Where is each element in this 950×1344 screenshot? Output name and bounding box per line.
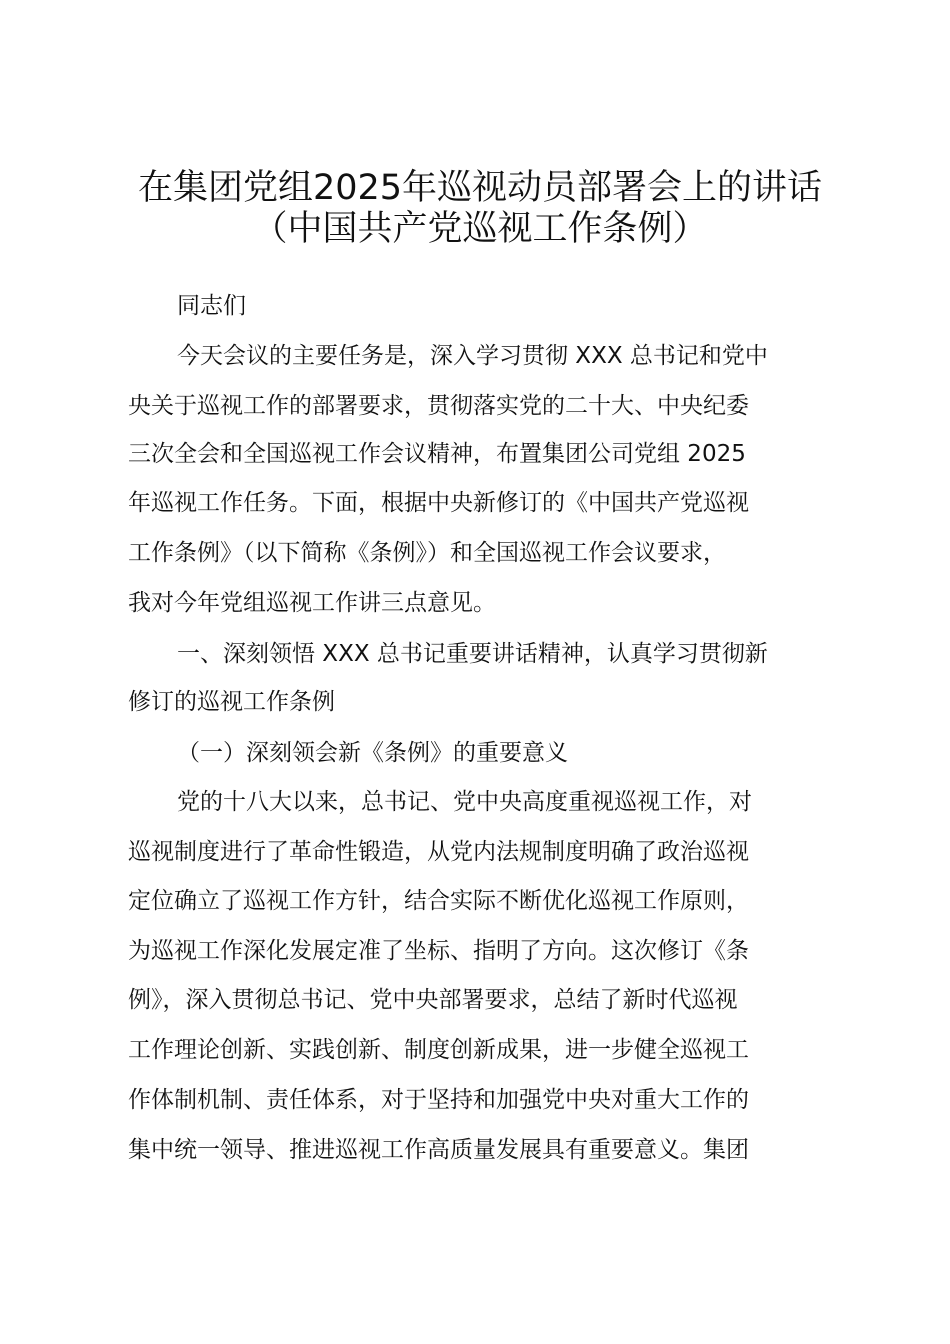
paragraph-line: 集中统一领导、推进巡视工作高质量发展具有重要意义。集团 [128,1137,749,1163]
paragraph-line: 定位确立了巡视工作方针，结合实际不断优化巡视工作原则， [128,888,749,914]
paragraph-line: 央关于巡视工作的部署要求，贯彻落实党的二十大、中央纪委 [128,393,749,419]
document-subtitle: （中国共产党巡视工作条例） [252,209,708,249]
paragraph-line: 党的十八大以来，总书记、党中央高度重视巡视工作，对 [177,789,752,815]
paragraph-line: 例》，深入贯彻总书记、党中央部署要求，总结了新时代巡视 [128,987,738,1013]
salutation: 同志们 [177,293,246,319]
paragraph-line: 工作理论创新、实践创新、制度创新成果，进一步健全巡视工 [128,1037,749,1063]
paragraph-line: 作体制机制、责任体系，对于坚持和加强党中央对重大工作的 [128,1087,749,1113]
subsection-heading: （一）深刻领会新《条例》的重要意义 [177,740,568,766]
paragraph-line: 我对今年党组巡视工作讲三点意见。 [128,590,496,616]
paragraph-line: 年巡视工作任务。下面，根据中央新修订的《中国共产党巡视 [128,490,749,516]
paragraph-line: 今天会议的主要任务是，深入学习贯彻 XXX 总书记和党中 [177,343,768,369]
section-heading: 修订的巡视工作条例 [128,689,335,715]
paragraph-line: 为巡视工作深化发展定准了坐标、指明了方向。这次修订《条 [128,938,749,964]
section-heading: 一、深刻领悟 XXX 总书记重要讲话精神，认真学习贯彻新 [177,641,768,667]
paragraph-line: 三次全会和全国巡视工作会议精神，布置集团公司党组 2025 [128,441,746,467]
document-title: 在集团党组2025年巡视动员部署会上的讲话 [137,168,823,208]
paragraph-line: 巡视制度进行了革命性锻造，从党内法规制度明确了政治巡视 [128,839,749,865]
paragraph-line: 工作条例》（以下简称《条例》）和全国巡视工作会议要求， [128,540,726,566]
